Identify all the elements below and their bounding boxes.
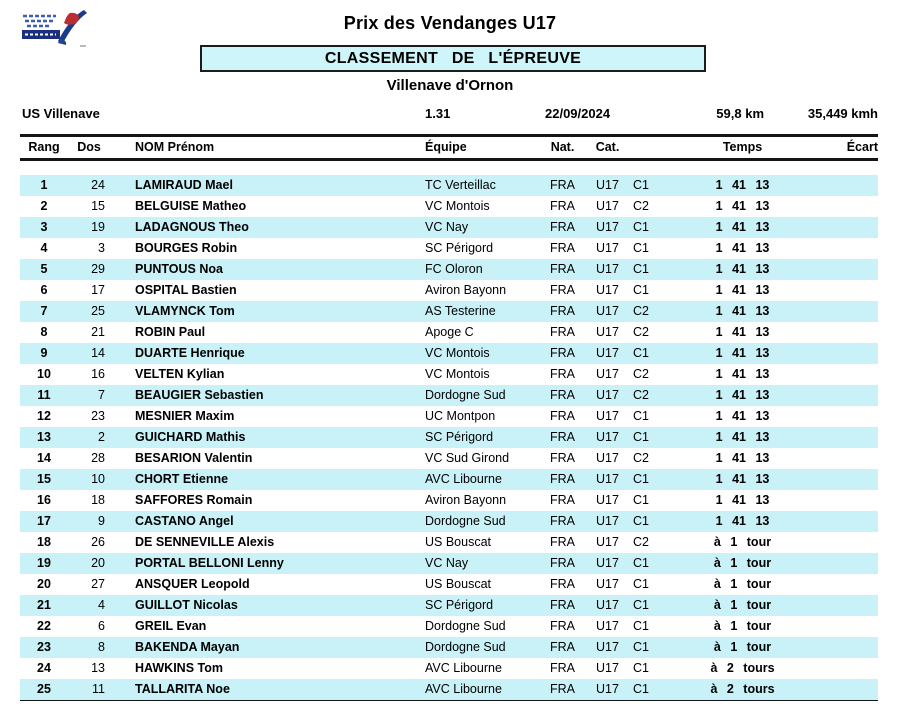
- table-row: [20, 406, 878, 427]
- cell-category: U17: [596, 682, 619, 696]
- header-nom: NOM Prénom: [135, 140, 215, 154]
- cell-time: à 1 tour: [713, 535, 772, 549]
- avg-speed-label: 35,449 kmh: [807, 106, 878, 121]
- cell-category: U17: [596, 661, 619, 675]
- cell-gap: [820, 511, 878, 532]
- cell-rank: 12: [37, 409, 51, 423]
- cell-subcategory: C1: [633, 346, 649, 360]
- cell-rider-name: SAFFORES Romain: [135, 493, 253, 507]
- cell-subcategory: C1: [633, 472, 649, 486]
- cell-subcategory: C1: [633, 409, 649, 423]
- cell-rider-name: HAWKINS Tom: [135, 661, 223, 675]
- cell-category: U17: [596, 430, 619, 444]
- page-title: Prix des Vendanges U17: [343, 13, 557, 33]
- cell-category: U17: [596, 598, 619, 612]
- cell-time: 1 41 13: [715, 262, 770, 276]
- cell-rider-name: VELTEN Kylian: [135, 367, 225, 381]
- cell-category: U17: [596, 241, 619, 255]
- cell-bib-number: 29: [91, 262, 105, 276]
- cell-team: VC Montois: [425, 199, 490, 213]
- cell-category: U17: [596, 556, 619, 570]
- cell-gap: [820, 595, 878, 616]
- cell-team: US Bouscat: [425, 577, 492, 591]
- cell-bib-number: 25: [91, 304, 105, 318]
- header-rang: Rang: [28, 140, 60, 154]
- cell-rider-name: GUICHARD Mathis: [135, 430, 246, 444]
- cell-team: SC Périgord: [425, 598, 494, 612]
- cell-gap: [820, 217, 878, 238]
- table-row: [20, 595, 878, 616]
- cell-time: 1 41 13: [715, 367, 770, 381]
- cell-bib-number: 18: [91, 493, 105, 507]
- cell-rider-name: BEAUGIER Sebastien: [135, 388, 264, 402]
- cell-subcategory: C2: [633, 535, 649, 549]
- cell-category: U17: [596, 262, 619, 276]
- cell-team: Aviron Bayonn: [425, 493, 507, 507]
- cell-team: VC Montois: [425, 367, 490, 381]
- organizer-label: US Villenave: [22, 106, 100, 121]
- cell-category: U17: [596, 388, 619, 402]
- cell-nationality: FRA: [550, 640, 575, 654]
- cell-team: VC Montois: [425, 346, 490, 360]
- cell-category: U17: [596, 619, 619, 633]
- cell-nationality: FRA: [550, 388, 575, 402]
- cell-time: 1 41 13: [715, 346, 770, 360]
- cell-rank: 20: [37, 577, 51, 591]
- cell-subcategory: C1: [633, 283, 649, 297]
- cell-rider-name: TALLARITA Noe: [135, 682, 230, 696]
- cell-nationality: FRA: [550, 451, 575, 465]
- cell-time: à 1 tour: [713, 640, 772, 654]
- cell-gap: [820, 238, 878, 259]
- cell-team: VC Nay: [425, 220, 469, 234]
- cell-time: à 1 tour: [713, 577, 772, 591]
- cell-nationality: FRA: [550, 472, 575, 486]
- cell-rider-name: BESARION Valentin: [135, 451, 253, 465]
- cell-category: U17: [596, 409, 619, 423]
- cell-team: Dordogne Sud: [425, 640, 506, 654]
- cell-bib-number: 16: [91, 367, 105, 381]
- cell-rider-name: MESNIER Maxim: [135, 409, 235, 423]
- cell-gap: [820, 490, 878, 511]
- cell-gap: [820, 532, 878, 553]
- cell-bib-number: 17: [91, 283, 105, 297]
- cell-team: SC Périgord: [425, 241, 494, 255]
- cell-rider-name: PUNTOUS Noa: [135, 262, 223, 276]
- cell-team: VC Nay: [425, 556, 469, 570]
- table-row: [20, 637, 878, 658]
- table-row: [20, 490, 878, 511]
- cell-nationality: FRA: [550, 178, 575, 192]
- cell-bib-number: 2: [98, 430, 105, 444]
- cell-category: U17: [596, 220, 619, 234]
- cell-time: 1 41 13: [715, 472, 770, 486]
- cell-team: AVC Libourne: [425, 661, 502, 675]
- cell-team: AS Testerine: [425, 304, 496, 318]
- cell-nationality: FRA: [550, 409, 575, 423]
- cell-subcategory: C1: [633, 430, 649, 444]
- table-row: [20, 175, 878, 196]
- cell-nationality: FRA: [550, 556, 575, 570]
- cell-time: à 1 tour: [713, 598, 772, 612]
- cell-rank: 22: [37, 619, 51, 633]
- table-row: [20, 553, 878, 574]
- cell-subcategory: C1: [633, 619, 649, 633]
- table-row: [20, 322, 878, 343]
- cell-time: 1 41 13: [715, 451, 770, 465]
- cell-bib-number: 3: [98, 241, 105, 255]
- cell-rider-name: GUILLOT Nicolas: [135, 598, 238, 612]
- race-code-label: 1.31: [425, 106, 451, 121]
- race-info-row: [0, 106, 900, 124]
- cell-rank: 8: [40, 325, 48, 339]
- cell-rank: 14: [37, 451, 51, 465]
- cell-bib-number: 11: [92, 682, 105, 696]
- header-cat: Cat.: [595, 140, 620, 154]
- table-row: [20, 196, 878, 217]
- cell-nationality: FRA: [550, 367, 575, 381]
- cell-subcategory: C1: [633, 640, 649, 654]
- classification-banner: CLASSEMENT DE L'ÉPREUVE: [200, 45, 706, 72]
- table-row: [20, 280, 878, 301]
- cell-rank: 5: [40, 262, 48, 276]
- cell-category: U17: [596, 283, 619, 297]
- cell-gap: [820, 637, 878, 658]
- cell-time: 1 41 13: [715, 514, 770, 528]
- cell-nationality: FRA: [550, 619, 575, 633]
- cell-bib-number: 23: [91, 409, 105, 423]
- cell-rider-name: OSPITAL Bastien: [135, 283, 237, 297]
- cell-time: 1 41 13: [715, 493, 770, 507]
- table-row: [20, 574, 878, 595]
- table-row: [20, 385, 878, 406]
- header-equipe: Équipe: [425, 140, 467, 154]
- cell-subcategory: C2: [633, 325, 649, 339]
- cell-team: AVC Libourne: [425, 682, 502, 696]
- table-row: [20, 658, 878, 679]
- cell-gap: [820, 553, 878, 574]
- cell-bib-number: 15: [91, 199, 105, 213]
- table-row: [20, 343, 878, 364]
- cell-gap: [820, 322, 878, 343]
- cell-rider-name: VLAMYNCK Tom: [135, 304, 235, 318]
- cell-nationality: FRA: [550, 430, 575, 444]
- header-ecart: Écart: [846, 140, 878, 154]
- cell-subcategory: C1: [633, 178, 649, 192]
- cell-rider-name: BOURGES Robin: [135, 241, 238, 255]
- race-date-label: 22/09/2024: [545, 106, 611, 121]
- cell-time: 1 41 13: [715, 220, 770, 234]
- cell-gap: [820, 343, 878, 364]
- cell-rider-name: ANSQUER Leopold: [135, 577, 250, 591]
- cell-time: à 1 tour: [713, 556, 772, 570]
- cell-gap: [820, 679, 878, 700]
- cell-subcategory: C1: [633, 661, 649, 675]
- cell-bib-number: 27: [91, 577, 105, 591]
- cell-subcategory: C1: [633, 241, 649, 255]
- cell-rank: 6: [40, 283, 48, 297]
- cell-nationality: FRA: [550, 535, 575, 549]
- cell-gap: [820, 196, 878, 217]
- cell-bib-number: 21: [91, 325, 105, 339]
- cell-subcategory: C1: [633, 220, 649, 234]
- cell-team: Aviron Bayonn: [425, 283, 507, 297]
- cell-gap: [820, 658, 878, 679]
- table-row: [20, 616, 878, 637]
- table-row: [20, 448, 878, 469]
- cell-category: U17: [596, 451, 619, 465]
- cell-rank: 7: [40, 304, 48, 318]
- cell-rank: 4: [40, 241, 48, 255]
- cell-team: TC Verteillac: [425, 178, 496, 192]
- cell-bib-number: 7: [98, 388, 105, 402]
- table-row: [20, 259, 878, 280]
- cell-nationality: FRA: [550, 304, 575, 318]
- cell-bib-number: 9: [98, 514, 105, 528]
- cell-bib-number: 4: [98, 598, 105, 612]
- cell-nationality: FRA: [550, 577, 575, 591]
- cell-gap: [820, 280, 878, 301]
- cell-subcategory: C1: [633, 262, 649, 276]
- cell-rider-name: CASTANO Angel: [135, 514, 234, 528]
- cell-subcategory: C1: [633, 514, 649, 528]
- cell-bib-number: 28: [91, 451, 105, 465]
- cell-time: 1 41 13: [715, 283, 770, 297]
- cell-time: 1 41 13: [715, 388, 770, 402]
- cell-rank: 13: [37, 430, 51, 444]
- cell-rank: 3: [40, 220, 48, 234]
- cell-nationality: FRA: [550, 325, 575, 339]
- cell-gap: [820, 574, 878, 595]
- cell-gap: [820, 616, 878, 637]
- cell-rank: 23: [37, 640, 51, 654]
- cell-subcategory: C1: [633, 682, 649, 696]
- cell-bib-number: 14: [91, 346, 105, 360]
- cell-gap: [820, 259, 878, 280]
- cell-time: à 2 tours: [710, 661, 775, 675]
- cell-rank: 16: [37, 493, 51, 507]
- cell-rider-name: BAKENDA Mayan: [135, 640, 240, 654]
- cell-time: à 1 tour: [713, 619, 772, 633]
- cell-time: 1 41 13: [715, 325, 770, 339]
- cell-team: VC Sud Girond: [425, 451, 510, 465]
- cell-rider-name: BELGUISE Matheo: [135, 199, 247, 213]
- cell-nationality: FRA: [550, 220, 575, 234]
- cell-category: U17: [596, 199, 619, 213]
- table-row: [20, 217, 878, 238]
- cell-rank: 17: [37, 514, 51, 528]
- table-row: [20, 469, 878, 490]
- cell-category: U17: [596, 346, 619, 360]
- cell-nationality: FRA: [550, 514, 575, 528]
- cell-rider-name: LAMIRAUD Mael: [135, 178, 233, 192]
- table-row: [20, 679, 878, 700]
- cell-nationality: FRA: [550, 493, 575, 507]
- cell-time: 1 41 13: [715, 409, 770, 423]
- cell-subcategory: C1: [633, 556, 649, 570]
- cell-time: 1 41 13: [715, 241, 770, 255]
- cell-time: à 2 tours: [710, 682, 775, 696]
- cell-subcategory: C1: [633, 577, 649, 591]
- cell-rider-name: ROBIN Paul: [135, 325, 206, 339]
- cell-nationality: FRA: [550, 241, 575, 255]
- cell-time: 1 41 13: [715, 430, 770, 444]
- cell-rank: 2: [40, 199, 48, 213]
- table-row: [20, 364, 878, 385]
- cell-rank: 10: [37, 367, 51, 381]
- cell-category: U17: [596, 493, 619, 507]
- cell-category: U17: [596, 178, 619, 192]
- cell-team: SC Périgord: [425, 430, 494, 444]
- header-cat-spacer: [630, 137, 665, 158]
- cell-category: U17: [596, 367, 619, 381]
- table-row: [20, 238, 878, 259]
- cell-bib-number: 24: [91, 178, 105, 192]
- cell-category: U17: [596, 535, 619, 549]
- results-body: [20, 175, 878, 700]
- cell-rider-name: DUARTE Henrique: [135, 346, 245, 360]
- cell-gap: [820, 448, 878, 469]
- cell-subcategory: C2: [633, 388, 649, 402]
- cell-rank: 21: [37, 598, 51, 612]
- cell-nationality: FRA: [550, 661, 575, 675]
- cell-bib-number: 26: [91, 535, 105, 549]
- cell-rank: 11: [37, 388, 51, 402]
- cell-team: Dordogne Sud: [425, 514, 506, 528]
- cell-time: 1 41 13: [715, 178, 770, 192]
- header-nat: Nat.: [550, 140, 575, 154]
- cell-subcategory: C2: [633, 304, 649, 318]
- cell-nationality: FRA: [550, 283, 575, 297]
- cell-rider-name: DE SENNEVILLE Alexis: [135, 535, 275, 549]
- cell-time: 1 41 13: [715, 304, 770, 318]
- header-dos: Dos: [77, 140, 101, 154]
- cell-bib-number: 6: [98, 619, 105, 633]
- cell-rider-name: PORTAL BELLONI Lenny: [135, 556, 284, 570]
- distance-label: 59,8 km: [716, 106, 764, 121]
- cell-team: US Bouscat: [425, 535, 492, 549]
- cell-gap: [820, 175, 878, 196]
- cell-nationality: FRA: [550, 199, 575, 213]
- cell-subcategory: C2: [633, 199, 649, 213]
- cell-nationality: FRA: [550, 598, 575, 612]
- cell-rank: 1: [40, 178, 48, 192]
- location-title: Villenave d'Ornon: [386, 77, 514, 94]
- cell-time: 1 41 13: [715, 199, 770, 213]
- cell-gap: [820, 469, 878, 490]
- cell-category: U17: [596, 514, 619, 528]
- cell-gap: [820, 406, 878, 427]
- cell-rank: 18: [37, 535, 51, 549]
- table-header-rule: [20, 158, 878, 161]
- cell-nationality: FRA: [550, 682, 575, 696]
- cell-gap: [820, 364, 878, 385]
- table-row: [20, 427, 878, 448]
- cell-nationality: FRA: [550, 346, 575, 360]
- cell-subcategory: C2: [633, 451, 649, 465]
- table-row: [20, 301, 878, 322]
- cell-category: U17: [596, 577, 619, 591]
- cell-team: Dordogne Sud: [425, 388, 506, 402]
- cell-subcategory: C1: [633, 598, 649, 612]
- cell-rank: 15: [37, 472, 51, 486]
- cell-rank: 25: [37, 682, 51, 696]
- cell-rider-name: LADAGNOUS Theo: [135, 220, 249, 234]
- cell-category: U17: [596, 472, 619, 486]
- cell-category: U17: [596, 304, 619, 318]
- cell-team: UC Montpon: [425, 409, 496, 423]
- cell-gap: [820, 427, 878, 448]
- cell-category: U17: [596, 640, 619, 654]
- cell-bib-number: 10: [91, 472, 105, 486]
- cell-team: AVC Libourne: [425, 472, 502, 486]
- cell-subcategory: C1: [633, 493, 649, 507]
- table-row: [20, 532, 878, 553]
- cell-gap: [820, 301, 878, 322]
- cell-bib-number: 19: [91, 220, 105, 234]
- cell-team: Apoge C: [425, 325, 474, 339]
- cell-bib-number: 8: [98, 640, 105, 654]
- table-header-row: [20, 137, 878, 158]
- cell-rider-name: GREIL Evan: [135, 619, 207, 633]
- cell-team: FC Oloron: [425, 262, 483, 276]
- cell-rider-name: CHORT Etienne: [135, 472, 229, 486]
- cell-category: U17: [596, 325, 619, 339]
- header-temps: Temps: [722, 140, 763, 154]
- cell-rank: 24: [37, 661, 51, 675]
- table-row: [20, 511, 878, 532]
- cell-bib-number: 13: [91, 661, 105, 675]
- cell-team: Dordogne Sud: [425, 619, 506, 633]
- cell-rank: 9: [40, 346, 48, 360]
- cell-gap: [820, 385, 878, 406]
- cell-nationality: FRA: [550, 262, 575, 276]
- cell-bib-number: 20: [91, 556, 105, 570]
- cell-subcategory: C2: [633, 367, 649, 381]
- cell-rank: 19: [37, 556, 51, 570]
